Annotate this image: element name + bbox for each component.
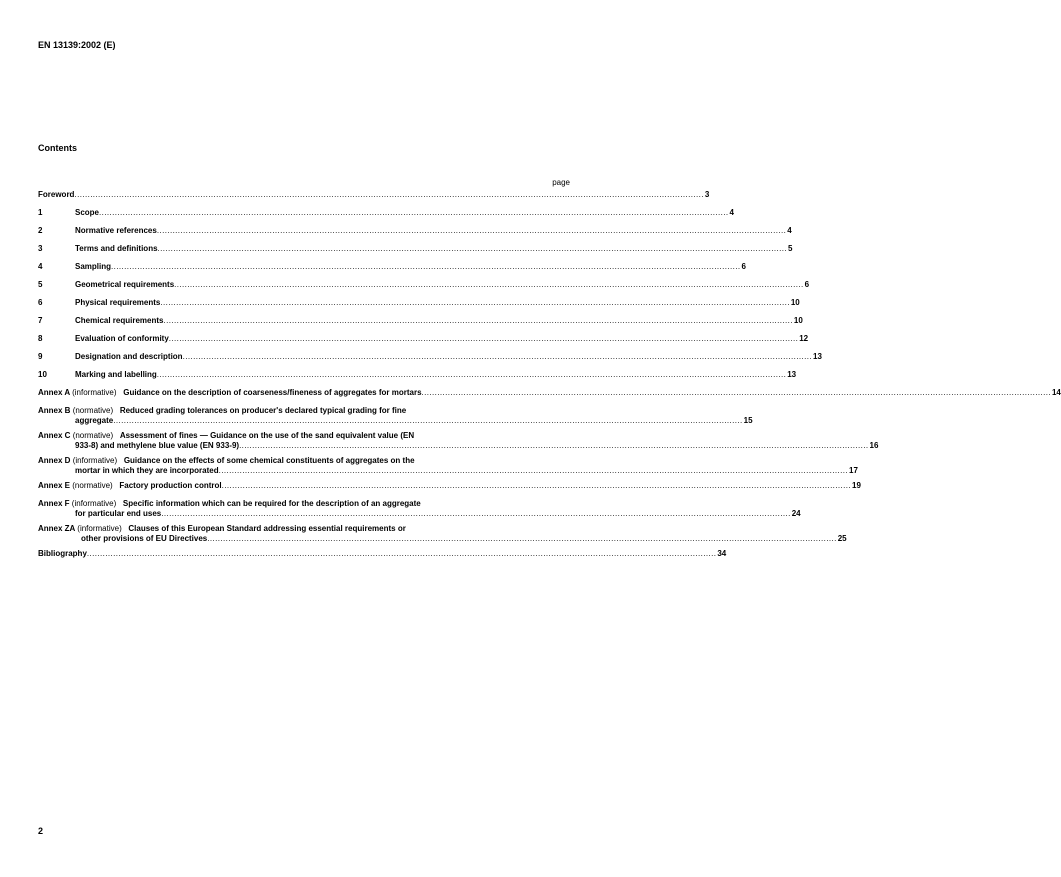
- toc-entry-number: 5: [38, 280, 43, 289]
- annex-label: Annex C: [38, 431, 71, 440]
- annex-type: (informative): [77, 524, 122, 533]
- toc-entry-title: Physical requirements: [75, 298, 161, 307]
- annex-title: Guidance on the description of coarseness/fineness of aggregates for mortars: [123, 388, 422, 397]
- annex-label: Annex B: [38, 406, 71, 415]
- document-header: EN 13139:2002 (E): [38, 40, 116, 50]
- toc-entry-page: 34: [717, 549, 727, 558]
- leader-dots: [163, 316, 792, 326]
- toc-entry-number: 4: [38, 262, 43, 271]
- annex-title-continued: mortar in which they are incorporated: [75, 466, 219, 475]
- annex-type: (informative): [72, 388, 117, 397]
- toc-entry-title: Marking and labelling: [75, 370, 157, 379]
- annex-title: Assessment of fines — Guidance on the use of the sand equivalent value (EN: [119, 431, 415, 440]
- toc-entry[interactable]: [38, 208, 734, 218]
- leader-dots: [183, 352, 812, 362]
- toc-entry-foreword[interactable]: [38, 190, 710, 200]
- toc-entry-title: Sampling: [75, 262, 112, 271]
- annex-label: Annex E (normative) Factory production control: [38, 481, 222, 490]
- toc-entry-page: 15: [743, 416, 753, 425]
- toc-entry-title: Bibliography: [38, 549, 87, 558]
- toc-entry[interactable]: [38, 316, 803, 326]
- toc-entry-annex-f[interactable]: [38, 499, 801, 519]
- leader-dots: [219, 466, 848, 476]
- annex-title-continued: aggregate: [75, 416, 114, 425]
- leader-dots: [111, 262, 740, 272]
- table-of-contents: [38, 190, 1061, 567]
- annex-label: Annex D: [38, 456, 71, 465]
- annex-title: Specific information which can be required for the description of an aggregate: [122, 499, 421, 508]
- toc-entry-number: 2: [38, 226, 43, 235]
- toc-entry[interactable]: [38, 352, 822, 362]
- toc-entry-page: 13: [787, 370, 797, 379]
- leader-dots: [113, 416, 742, 426]
- toc-entry-number: 6: [38, 298, 43, 307]
- toc-entry-title: Chemical requirements: [75, 316, 164, 325]
- toc-entry-annex-e[interactable]: [38, 481, 861, 491]
- toc-entry-page: 4: [787, 226, 792, 235]
- toc-entry-title: Geometrical requirements: [75, 280, 175, 289]
- annex-label: Annex F: [38, 499, 70, 508]
- toc-entry-annex-c[interactable]: [38, 431, 879, 451]
- toc-entry-number: 1: [38, 208, 43, 217]
- toc-entry-page: 16: [869, 441, 879, 450]
- annex-title-continued: 933-8) and methylene blue value (EN 933-9): [75, 441, 240, 450]
- toc-entry-title: Foreword: [38, 190, 75, 199]
- page-number: 2: [38, 826, 44, 836]
- annex-title: Reduced grading tolerances on producer's declared typical grading for fine: [119, 406, 407, 415]
- toc-entry[interactable]: [38, 262, 746, 272]
- toc-entry-number: 7: [38, 316, 43, 325]
- leader-dots: [99, 208, 728, 218]
- annex-label: Annex ZA: [38, 524, 76, 533]
- toc-entry-page: 6: [741, 262, 746, 271]
- toc-entry-page: 6: [804, 280, 810, 289]
- toc-entry[interactable]: [38, 334, 809, 344]
- toc-entry[interactable]: [38, 244, 793, 254]
- toc-entry-page: 10: [793, 316, 803, 325]
- toc-entry-title: Normative references: [75, 226, 157, 235]
- annex-title: Guidance on the effects of some chemical constituents of aggregates on the: [123, 456, 415, 465]
- toc-entry-page: 19: [852, 481, 861, 490]
- toc-entry-number: 3: [38, 244, 43, 253]
- toc-entry-title: Scope: [75, 208, 100, 217]
- leader-dots: [174, 280, 803, 290]
- annex-type: (informative): [71, 499, 117, 508]
- annex-title-continued: other provisions of EU Directives: [81, 534, 208, 543]
- toc-entry[interactable]: [38, 298, 800, 308]
- leader-dots: [207, 534, 836, 544]
- leader-dots: [157, 370, 786, 380]
- toc-entry-page: 10: [790, 298, 800, 307]
- leader-dots: [169, 334, 798, 344]
- toc-entry-title: Terms and definitions: [75, 244, 158, 253]
- annex-type: (normative): [72, 481, 113, 490]
- annex-type: (informative): [72, 456, 118, 465]
- toc-entry[interactable]: [38, 280, 810, 290]
- toc-entry-bibliography[interactable]: [38, 549, 727, 559]
- annex-label: Annex A (informative) Guidance on the description of coarseness/fineness of aggregates for mortars: [38, 388, 422, 397]
- toc-entry-page: 25: [837, 534, 847, 543]
- toc-entry-annex-za[interactable]: [38, 524, 847, 544]
- toc-entry-page: 14: [1051, 388, 1061, 397]
- leader-dots: [158, 244, 787, 254]
- toc-entry-annex-a[interactable]: [38, 388, 1061, 398]
- leader-dots: [157, 226, 786, 236]
- leader-dots: [161, 509, 790, 519]
- toc-entry-number: 9: [38, 352, 43, 361]
- toc-entry[interactable]: [38, 226, 792, 236]
- annex-type: (normative): [72, 431, 114, 440]
- toc-entry-annex-d[interactable]: [38, 456, 858, 476]
- toc-entry-title: Designation and description: [75, 352, 183, 361]
- toc-entry-annex-b[interactable]: [38, 406, 753, 426]
- leader-dots: [239, 441, 868, 451]
- toc-entry-number: 8: [38, 334, 43, 343]
- toc-entry-page: 17: [849, 466, 858, 475]
- page-column-label: page: [552, 178, 570, 187]
- toc-entry-page: 4: [729, 208, 734, 217]
- annex-title-continued: for particular end uses: [75, 509, 162, 518]
- annex-title: Clauses of this European Standard addressing essential requirements or: [128, 524, 406, 533]
- toc-entry-page: 13: [813, 352, 822, 361]
- contents-title: Contents: [38, 143, 77, 153]
- toc-entry[interactable]: [38, 370, 797, 380]
- leader-dots: [160, 298, 789, 308]
- toc-entry-title: Evaluation of conformity: [75, 334, 169, 343]
- toc-entry-page: 5: [787, 244, 793, 253]
- toc-entry-page: 24: [791, 509, 801, 518]
- toc-entry-number: 10: [38, 370, 47, 379]
- leader-dots: [422, 388, 1051, 398]
- leader-dots: [74, 190, 703, 200]
- annex-type: (normative): [72, 406, 114, 415]
- toc-entry-page: 12: [799, 334, 809, 343]
- leader-dots: [87, 549, 716, 559]
- annex-title: Factory production control: [119, 481, 222, 490]
- leader-dots: [222, 481, 851, 491]
- toc-entry-page: 3: [704, 190, 710, 199]
